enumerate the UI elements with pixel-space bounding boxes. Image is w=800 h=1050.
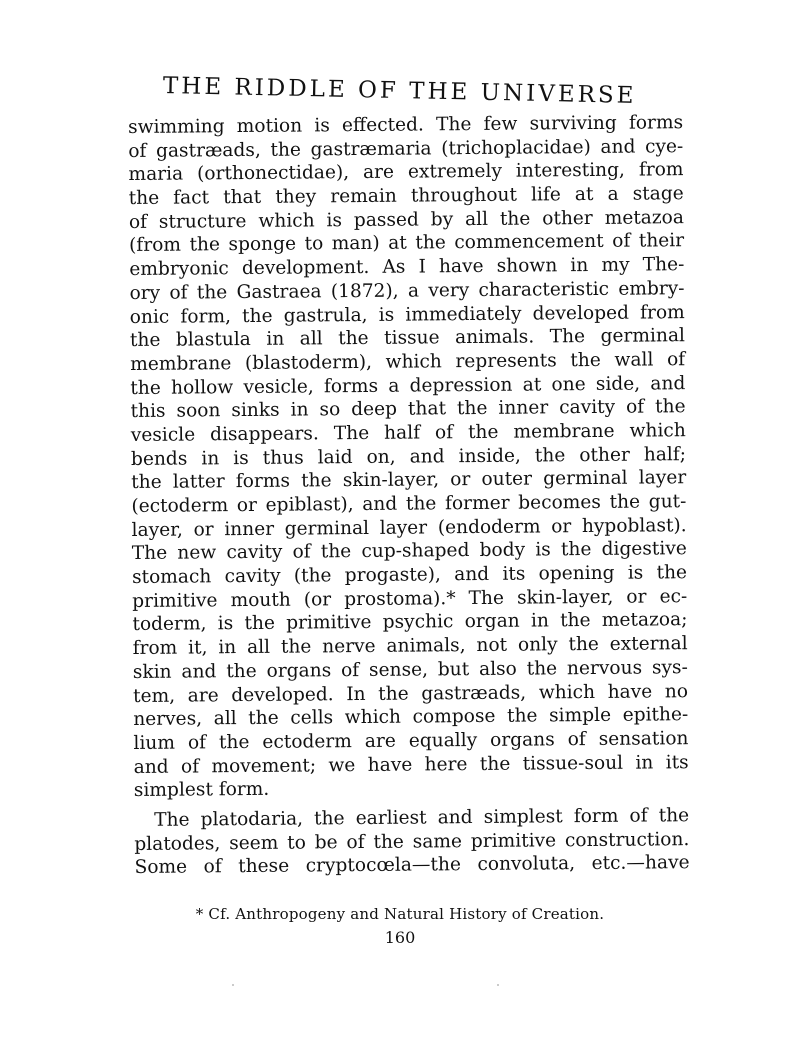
- text-line: the blastula in all the tissue animals. The germinal: [129, 325, 686, 352]
- text-line: the fact that they remain throughout life at a stage: [128, 183, 684, 210]
- text-line: the latter forms the skin-layer, or outer germinal layer: [131, 467, 687, 494]
- text-line: from it, in all the nerve animals, not only the external: [132, 633, 688, 660]
- text-line: (ectoderm or epiblast), and the former becomes the gut-: [131, 491, 687, 517]
- text-line: simplest form.: [133, 779, 270, 802]
- scan-speck: [232, 984, 234, 986]
- text-line: membrane (blastoderm), which represents the wall of: [130, 349, 686, 375]
- text-line: layer, or inner germinal layer (endoderm or hypoblast).: [131, 514, 687, 541]
- text-line: lium of the ectoderm are equally organs of sensation: [133, 728, 689, 754]
- text-line: Some of these cryptocœla—the convoluta, etc.—have: [134, 852, 690, 879]
- footnote: * Cf. Anthropogeny and Natural History of Creation.: [195, 905, 605, 923]
- text-line: and of movement; we have here the tissue-soul in its: [133, 751, 689, 778]
- text-line: onic form, the gastrula, is immediately developed from: [129, 301, 685, 328]
- text-line: of structure which is passed by all the other metazoa: [128, 206, 684, 233]
- text-line: toderm, is the primitive psychic organ in the metazoa;: [132, 609, 688, 636]
- text-line: The new cavity of the cup-shaped body is the digestive: [131, 538, 687, 565]
- page-number: 160: [384, 928, 416, 947]
- text-line: platodes, seem to be of the same primitive construction.: [134, 828, 690, 855]
- text-line: (from the sponge to man) at the commencement of their: [129, 230, 685, 257]
- running-head: THE RIDDLE OF THE UNIVERSE: [162, 73, 637, 109]
- text-line: stomach cavity (the progaste), and its opening is the: [131, 562, 688, 589]
- text-line: the hollow vesicle, forms a depression at one side, and: [130, 372, 686, 399]
- text-line: this soon sinks in so deep that the inner cavity of the: [130, 396, 686, 423]
- text-line: primitive mouth (or prostoma).* The skin-layer, or ec-: [132, 585, 688, 612]
- text-line: vesicle disappears. The half of the membrane which: [130, 420, 686, 446]
- text-line: nerves, all the cells which compose the simple epithe-: [133, 704, 689, 731]
- text-line: maria (orthonectidae), are extremely interesting, from: [128, 159, 684, 186]
- body-text: [128, 111, 690, 880]
- text-line: bends in is thus laid on, and inside, the other half;: [130, 443, 687, 470]
- text-line: tem, are developed. In the gastræads, which have no: [132, 680, 689, 707]
- text-line: of gastræads, the gastræmaria (trichoplacidae) and cye-: [128, 135, 684, 162]
- text-line: ory of the Gastraea (1872), a very characteristic embry-: [129, 277, 685, 304]
- text-line: swimming motion is effected. The few surviving forms: [128, 112, 684, 138]
- text-line: embryonic development. As I have shown in my The-: [129, 254, 685, 281]
- scan-speck: [497, 984, 499, 986]
- text-line: skin and the organs of sense, but also the nervous sys-: [132, 656, 688, 683]
- text-line: The platodaria, the earliest and simplest form of the: [154, 805, 690, 831]
